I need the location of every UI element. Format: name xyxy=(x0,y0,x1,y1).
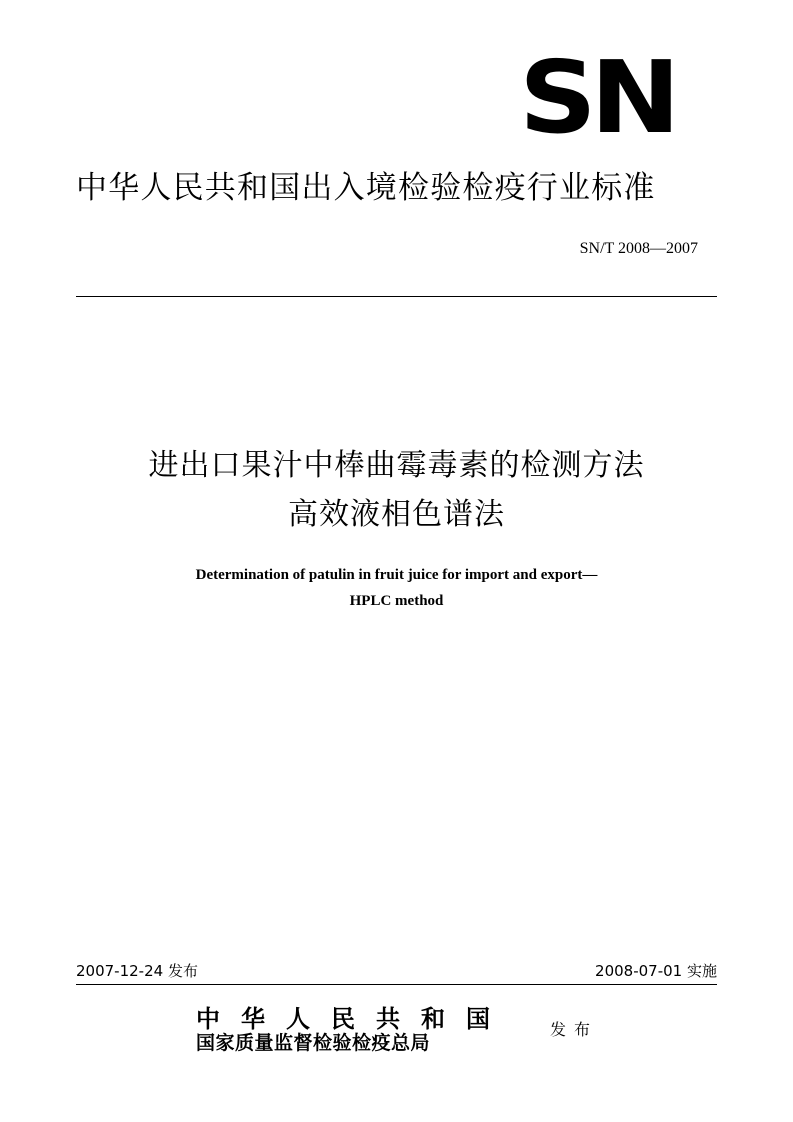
document-title-en-line1: Determination of patulin in fruit juice for import and export— xyxy=(195,567,598,583)
implementation-date: 2008-07-01 实施 xyxy=(595,962,717,980)
document-title-cn-line2: 高效液相色谱法 xyxy=(288,497,505,532)
sn-logo: SN xyxy=(519,39,675,156)
standard-number: SN/T 2008—2007 xyxy=(579,240,698,257)
document-title-en-line2: HPLC method xyxy=(349,593,444,609)
issue-date: 2007-12-24 发布 xyxy=(76,962,198,980)
industry-standard-title: 中华人民共和国出入境检验检疫行业标准 xyxy=(76,170,656,206)
top-divider xyxy=(76,296,717,297)
bottom-divider xyxy=(76,984,717,985)
publish-verb: 发布 xyxy=(550,1020,599,1039)
document-title-cn-line1: 进出口果汁中棒曲霉毒素的检测方法 xyxy=(148,448,645,483)
publisher-line2: 国家质量监督检验检疫总局 xyxy=(196,1032,431,1054)
publisher-line1: 中华人民共和国 xyxy=(196,1004,511,1033)
